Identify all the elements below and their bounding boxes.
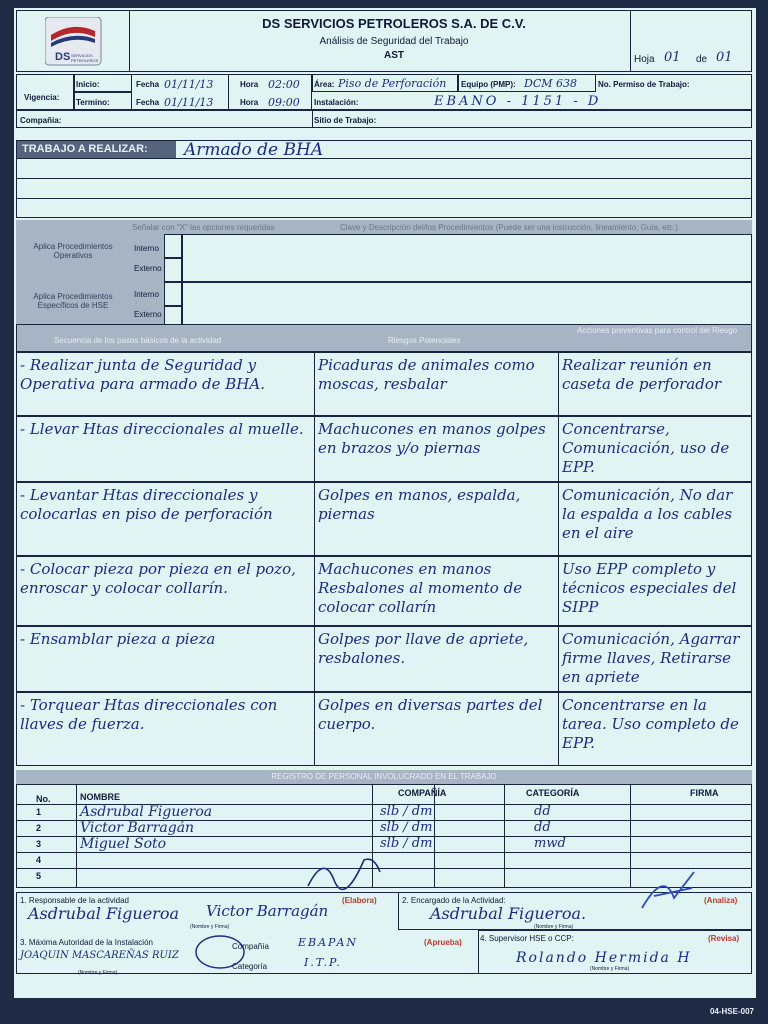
activity-col-divider	[558, 692, 559, 766]
sitio-cell	[312, 110, 752, 128]
personal-col-divider	[434, 784, 435, 888]
activity-col-divider	[558, 352, 559, 416]
hoja-value: 01	[664, 50, 681, 65]
activity-col-divider	[314, 482, 315, 556]
action-text: Comunicación, No dar la espalda a los cables en el aire	[562, 486, 733, 542]
form-code: 04-HSE-007	[709, 1007, 754, 1016]
fecha-inicio: 01/11/13	[164, 78, 214, 91]
checkbox-interno-hse[interactable]	[164, 282, 182, 306]
compania-label: Compañía:	[20, 116, 62, 125]
activity-col-divider	[314, 352, 315, 416]
risk-text: Golpes en manos, espalda, piernas	[318, 486, 521, 523]
personal-categoria: dd	[534, 820, 551, 835]
senalar-label: Señalar con "X" las opciones requeridas	[132, 223, 275, 232]
nombre-firma-4: (Nombre y Firma)	[590, 966, 630, 972]
personal-nombre: Victor Barragán	[80, 820, 195, 836]
logo-box	[16, 10, 130, 72]
personal-row	[16, 852, 752, 869]
vigencia-cell	[16, 74, 74, 110]
personal-no: 5	[36, 871, 42, 881]
step-text: - Levantar Htas direccionales y colocarlas en piso de perforación	[20, 486, 273, 523]
step-text: - Llevar Htas direccionales al muelle.	[20, 420, 304, 438]
personal-compania: slb / dm	[380, 804, 433, 819]
activity-col-divider	[558, 482, 559, 556]
header-nombre: NOMBRE	[80, 792, 120, 802]
action-text: Concentrarse en la tarea. Uso completo de EPP.	[562, 696, 739, 752]
categoria-value: I.T.P.	[304, 956, 342, 969]
hora-inicio: 02:00	[268, 78, 300, 91]
supervisor-value: Rolando Hermida H	[516, 950, 692, 966]
personal-compania: slb / dm	[380, 836, 433, 851]
hora-label-1: Hora	[240, 80, 259, 89]
header-categoria: CATEGORÍA	[526, 788, 580, 798]
action-text: Uso EPP completo y técnicos especiales del SIPP	[562, 560, 737, 616]
col-riesgos: Riesgos Potenciales	[388, 336, 461, 345]
nombre-firma-2: (Nombre y Firma)	[534, 924, 574, 930]
registro-label: REGISTRO DE PERSONAL INVOLUCRADO EN EL TRABAJO	[271, 772, 497, 781]
signature-scribble-2	[634, 868, 704, 916]
activity-col-divider	[558, 626, 559, 692]
compania2-value: EBAPAN	[298, 936, 359, 949]
personal-nombre: Miguel Soto	[80, 836, 167, 852]
elabora: (Elabora)	[342, 896, 377, 905]
activity-col-divider	[558, 416, 559, 482]
de-value: 01	[716, 50, 733, 65]
personal-no: 1	[36, 807, 42, 817]
header-no: No.	[36, 794, 51, 804]
personal-col-divider	[630, 784, 631, 888]
col-acciones: Acciones preventivas para control del Riesgo	[576, 326, 738, 335]
risk-text: Machucones en manos Resbalones al momento de colocar collarín	[318, 560, 523, 616]
checkbox-interno-op[interactable]	[164, 234, 182, 258]
step-text: - Colocar pieza por pieza en el pozo, enroscar y colocar collarín.	[20, 560, 296, 597]
step-text: - Realizar junta de Seguridad y Operativa para armado de BHA.	[20, 356, 265, 393]
externo-1: Externo	[134, 264, 162, 273]
personal-no: 2	[36, 823, 42, 833]
hora-label-2: Hora	[240, 98, 259, 107]
activity-col-divider	[314, 626, 315, 692]
categoria-label: Categoría	[232, 962, 268, 971]
instalacion-value: EBANO - 1151 - D	[434, 94, 602, 109]
area-label: Área:	[314, 80, 335, 89]
activity-col-divider	[558, 556, 559, 626]
proc-hse: Aplica Procedimientos Específicos de HSE	[33, 292, 113, 310]
risk-text: Golpes en diversas partes del cuerpo.	[318, 696, 543, 733]
action-text: Concentrarse, Comunicación, uso de EPP.	[562, 420, 730, 476]
personal-nombre: Asdrubal Figueroa	[80, 804, 213, 820]
resp-value: Asdrubal Figueroa	[28, 904, 179, 923]
area-value: Piso de Perforación	[338, 77, 447, 90]
aprueba: (Aprueba)	[424, 938, 462, 947]
trabajo-label: TRABAJO A REALIZAR:	[16, 140, 176, 158]
header-firma: FIRMA	[690, 788, 719, 798]
nombre-firma-3: (Nombre y Firma)	[78, 970, 118, 976]
doc-subtitle: Análisis de Seguridad del Trabajo	[319, 36, 469, 47]
trabajo-value: Armado de BHA	[184, 140, 324, 160]
trabajo-box	[16, 140, 752, 218]
personal-compania: slb / dm	[380, 820, 433, 835]
hora-termino: 09:00	[268, 96, 300, 109]
sitio-label: Sitio de Trabajo:	[314, 116, 377, 125]
signature-scribble-1	[304, 850, 384, 894]
trabajo-line-2	[16, 178, 752, 179]
permiso-label: No. Permiso de Trabajo:	[598, 80, 690, 89]
fecha-termino: 01/11/13	[164, 96, 214, 109]
activity-col-divider	[314, 416, 315, 482]
externo-2: Externo	[134, 310, 162, 319]
personal-no: 4	[36, 855, 42, 865]
proc-hse-description	[182, 282, 752, 330]
fecha-label-1: Fecha	[136, 80, 160, 89]
step-text: - Ensamblar pieza a pieza	[20, 630, 216, 648]
personal-no: 3	[36, 839, 42, 849]
compania2-label: Compañía	[232, 942, 269, 951]
personal-col-divider	[504, 784, 505, 888]
trabajo-line-3	[16, 198, 752, 199]
instalacion-label: Instalación:	[314, 98, 359, 107]
analiza: (Analiza)	[704, 896, 738, 905]
hoja-label: Hoja	[634, 54, 655, 65]
col-secuencia: Secuencia de los pasos básicos de la actividad	[54, 336, 222, 345]
personal-categoria: dd	[534, 804, 551, 819]
interno-2: Interno	[134, 290, 159, 299]
logo-text: DS	[55, 51, 71, 63]
proc-op-description	[182, 234, 752, 282]
encargado-value: Asdrubal Figueroa.	[430, 904, 587, 923]
personal-categoria: mwd	[534, 836, 566, 851]
personal-col-divider	[76, 784, 77, 888]
encargado-label: 2. Encargado de la Actividad:	[402, 896, 506, 905]
de-label: de	[696, 54, 708, 65]
equipo-value: DCM 638	[524, 77, 577, 90]
vigencia-label: Vigencia:	[24, 93, 60, 102]
maxima-value: JOAQUIN MASCAREÑAS RUIZ	[20, 950, 179, 961]
equipo-label: Equipo (PMP):	[461, 80, 516, 89]
header-compania: COMPAÑÍA	[398, 788, 447, 798]
risk-text: Picaduras de animales como moscas, resbalar	[318, 356, 535, 393]
clave-label: Clave y Descripción del/los Procedimientos (Puede ser una instrucción, lineamiento, Guía, etc.)	[340, 223, 678, 232]
trabajo-line-1	[16, 158, 752, 159]
risk-text: Golpes por llave de apriete, resbalones.	[318, 630, 529, 667]
signature-scribble-3	[190, 932, 250, 972]
revisa: (Revisa)	[708, 934, 740, 943]
checkbox-externo-op[interactable]	[164, 258, 182, 282]
action-text: Realizar reunión en caseta de perforador	[562, 356, 722, 393]
supervisor-label: 4. Supervisor HSE o CCP:	[480, 934, 574, 943]
doc-code: AST	[384, 50, 404, 61]
maxima-label: 3. Máxima Autoridad de la Instalación	[20, 938, 153, 947]
proc-operativos: Aplica Procedimientos Operativos	[33, 242, 113, 260]
nombre-firma-1: (Nombre y Firma)	[190, 924, 230, 930]
activity-col-divider	[314, 556, 315, 626]
resp-value-2: Victor Barragán	[206, 902, 329, 920]
action-text: Comunicación, Agarrar firme llaves, Retirarse en apriete	[562, 630, 740, 686]
company-name: DS SERVICIOS PETROLEROS S.A. DE C.V.	[262, 16, 526, 31]
activity-col-divider	[314, 692, 315, 766]
resp-label: 1. Responsable de la actividad	[20, 896, 129, 905]
ast-form	[14, 8, 756, 998]
fecha-label-2: Fecha	[136, 98, 160, 107]
inicio-label: Inicio:	[76, 80, 100, 89]
interno-1: Interno	[134, 244, 159, 253]
step-text: - Torquear Htas direccionales con llaves de fuerza.	[20, 696, 278, 733]
logo-small-text: SERVICIOS PETROLEROS	[71, 53, 99, 63]
termino-label: Termino:	[76, 98, 110, 107]
risk-text: Machucones en manos golpes en brazos y/o piernas	[318, 420, 546, 457]
